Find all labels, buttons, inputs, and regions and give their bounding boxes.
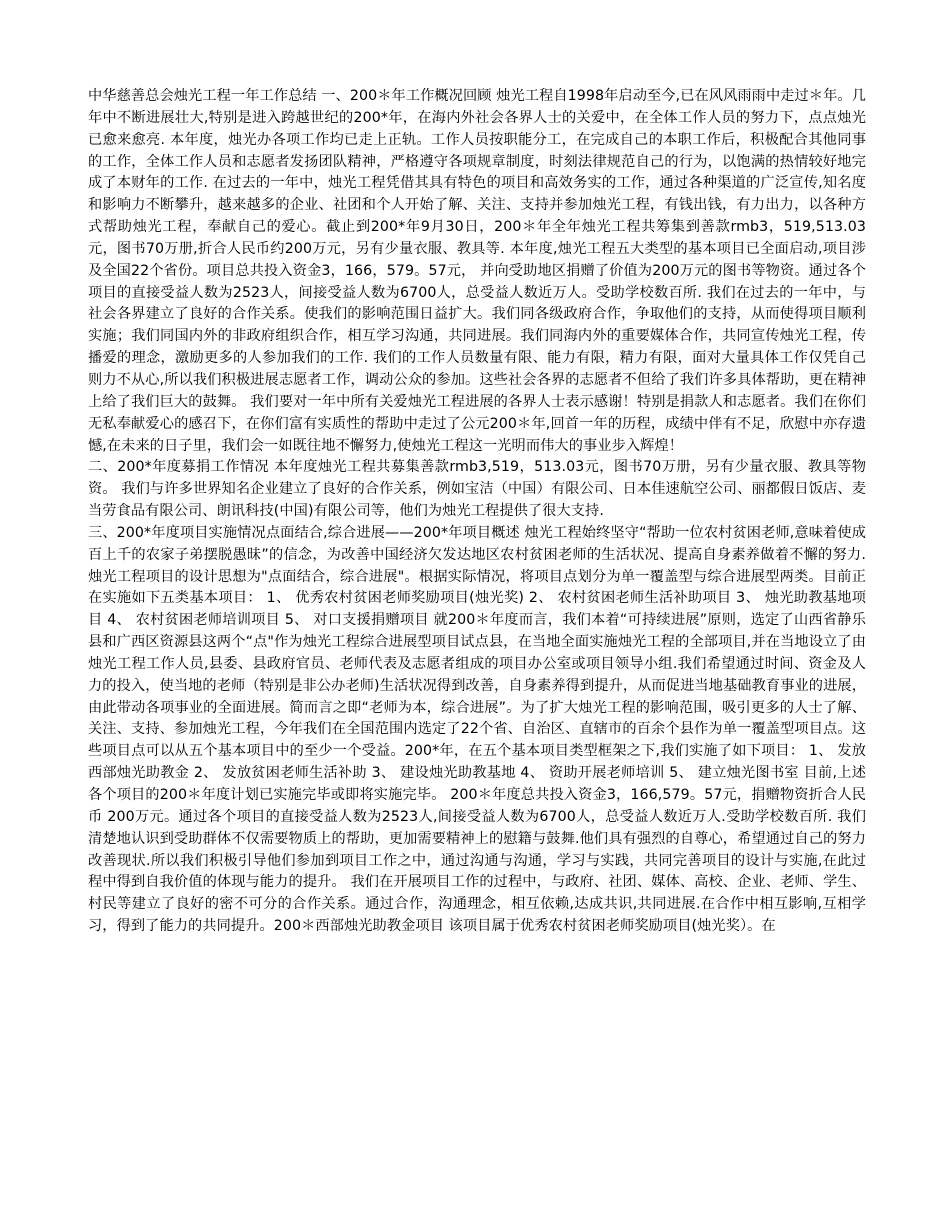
document-page — [88, 86, 866, 938]
paragraph-project-implementation: 三、200*年度项目实施情况点面结合,综合进展——200*年项目概述 烛光工程始终坚守“帮助一位农村贫困老师,意味着使成百上千的农家子弟摆脱愚昧”的信念，为改善中国经济欠发达地区农村贫困老师的生活状况、提高自身素养做着不懈的努力.烛光工程项目的设计思想为"点面结合，综合进展"。根据实际情况，将项目点划分为单一覆盖型与综合进展型两类。目前正在实施如下五类基本项目： 1、 优秀农村贫困老师奖励项目(烛光奖) 2、 农村贫困老师生活补助项目 3、 烛光助教基地项目 4、 农村贫困老师培训项目 5、 对口支援捐赠项目 就200＊年度而言，我们本着“可持续进展”原则，选定了山西省静乐县和广西区资源县这两个“点"作为烛光工程综合进展型项目试点县，在当地全面实施烛光工程的全部项目,并在当地设立了由烛光工程工作人员,县委、县政府官员、老师代表及志愿者组成的项目办公室或项目领导小组.我们希望通过时间、资金及人力的投入，使当地的老师（特别是非公办老师)生活状况得到改善，自身素养得到提升，从而促进当地基础教育事业的进展，由此带动各项事业的全面进展。简而言之即“老师为本，综合进展”。为了扩大烛光工程的影响范围，吸引更多的人士了解、关注、支持、参加烛光工程，今年我们在全国范围内选定了22个省、自治区、直辖市的百余个县作为单一覆盖型项目点。这些项目点可以从五个基本项目中的至少一个受益。200*年，在五个基本项目类型框架之下,我们实施了如下项目： 1、 发放西部烛光助教金 2、 发放贫困老师生活补助 3、 建设烛光助教基地 4、 资助开展老师培训 5、 建立烛光图书室 目前,上述各个项目的200＊年度计划已实施完毕或即将实施完毕。 200＊年度总共投入资金3，166,579。57元，捐赠物资折合人民币 200万元。通过各个项目的直接受益人数为2523人,间接受益人数为6700人，总受益人数近万人.受助学校数百所. 我们清楚地认识到受助群体不仅需要物质上的帮助，更加需要精神上的慰籍与鼓舞.他们具有强烈的自尊心，希望通过自己的努力改善现状.所以我们积极引导他们参加到项目工作之中，通过沟通与沟通，学习与实践，共同完善项目的设计与实施,在此过程中得到自我价值的体现与能力的提升。 我们在开展项目工作的过程中，与政府、社团、媒体、高校、企业、老师、学生、村民等建立了良好的密不可分的合作关系。通过合作，沟通理念，相互依赖,达成共识,共同进展.在合作中相互影响,互相学习，得到了能力的共同提升。200＊西部烛光助教金项目 该项目属于优秀农村贫困老师奖励项目(烛光奖）。在 — [88, 524, 866, 935]
paragraph-work-overview: 中华慈善总会烛光工程一年工作总结 一、200＊年工作概况回顾 烛光工程自1998年启动至今,已在风风雨雨中走过＊年。几年中不断进展壮大,特别是进入跨越世纪的200*年，在海内外社会各界人士的关爱中，在全体工作人员的努力下，点点烛光已愈来愈亮. 本年度，烛光办各项工作均已走上正轨。工作人员按职能分工，在完成自己的本职工作后，积极配合其他同事的工作，全体工作人员和志愿者发扬团队精神，严格遵守各项规章制度，时刻法律规范自己的行为，以饱满的热情较好地完成了本财年的工作. 在过去的一年中，烛光工程凭借其具有特色的项目和高效务实的工作，通过各种渠道的广泛宣传,知名度和影响力不断攀升，越来越多的企业、社团和个人开始了解、关注、支持并参加烛光工程，有钱出钱，有力出力，以各种方式帮助烛光工程，奉献自己的爱心。截止到200*年9月30日，200＊年全年烛光工程共筹集到善款rmb3，519,513.03元，图书70万册,折合人民币约200万元，另有少量衣服、教具等. 本年度,烛光工程五大类型的基本项目已全面启动,项目涉及全国22个省份。项目总共投入资金3，166，579。57元， 并向受助地区捐赠了价值为200万元的图书等物资。通过各个项目的直接受益人数为2523人，间接受益人数为6700人，总受益人数近万人。受助学校数百所. 我们在过去的一年中，与社会各界建立了良好的合作关系。使我们的影响范围日益扩大。我们同各级政府合作，争取他们的支持，从而使得项目顺利实施；我们同国内外的非政府组织合作，相互学习沟通，共同进展。我们同海内外的重要媒体合作，共同宣传烛光工程，传播爱的理念，激励更多的人参加我们的工作. 我们的工作人员数量有限、能力有限，精力有限，面对大量具体工作仅凭自己则力不从心,所以我们积极进展志愿者工作，调动公众的参加。这些社会各界的志愿者不但给了我们许多具体帮助，更在精神上给了我们巨大的鼓舞。 我们要对一年中所有关爱烛光工程进展的各界人士表示感谢！特别是捐款人和志愿者。我们在你们无私奉献爱心的感召下，在你们富有实质性的帮助中走过了公元200＊年,回首一年的历程，成绩中伴有不足，欣慰中亦存遗憾,在未来的日子里，我们会一如既往地不懈努力,使烛光工程这一光明而伟大的事业步入辉煌！ — [88, 88, 866, 454]
paragraph-fundraising: 二、200*年度募捐工作情况 本年度烛光工程共募集善款rmb3,519，513.03元，图书70万册，另有少量衣服、教具等物资。 我们与许多世界知名企业建立了良好的合作关系，例如宝洁（中国）有限公司、日本佳速航空公司、丽都假日饭店、麦当劳食品有限公司、朗讯科技(中国)有限公司等，他们为烛光工程提供了很大支持. — [88, 459, 866, 520]
